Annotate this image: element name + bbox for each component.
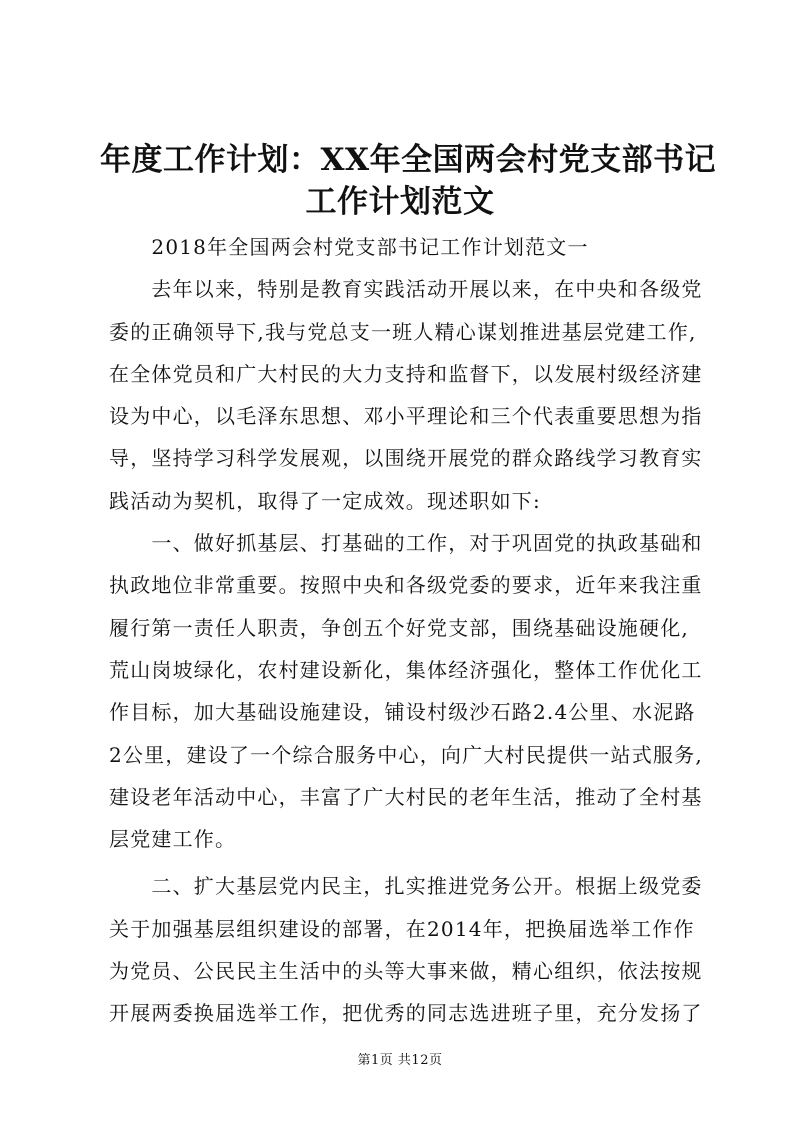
body-line: 2018年全国两会村党支部书记工作计划范文一: [109, 235, 589, 259]
body-line: 践活动为契机，取得了一定成效。现述职如下:: [109, 488, 541, 513]
body-line: 在全体党员和广大村民的大力支持和监督下，以发展村级经济建: [109, 361, 703, 386]
body-line: 荒山岗坡绿化，农村建设新化，集体经济强化，整体工作优化工: [109, 657, 703, 682]
body-line: 设为中心，以毛泽东思想、邓小平理论和三个代表重要思想为指: [109, 404, 703, 429]
document-title-line-1: 年度工作计划：XX年全国两会村党支部书记: [100, 142, 717, 178]
body-line: 二、扩大基层党内民主，扎实推进党务公开。根据上级党委: [109, 874, 703, 899]
body-line: 一、做好抓基层、打基础的工作，对于巩固党的执政基础和: [109, 531, 703, 556]
body-line: 为党员、公民民主生活中的头等大事来做，精心组织，依法按规: [109, 959, 703, 984]
document-body: [109, 226, 701, 1035]
body-line: 履行第一责任人职责，争创五个好党支部，围绕基础设施硬化,: [109, 615, 689, 640]
body-line: 2公里，建设了一个综合服务中心，向广大村民提供一站式服务,: [109, 742, 703, 767]
body-line: 建设老年活动中心，丰富了广大村民的老年生活，推动了全村基: [109, 784, 703, 809]
body-line: 执政地位非常重要。按照中央和各级党委的要求，近年来我注重: [109, 573, 703, 598]
body-line: 委的正确领导下,我与党总支一班人精心谋划推进基层党建工作,: [109, 319, 697, 344]
body-line: 关于加强基层组织建设的部署，在2014年，把换届选举工作作: [109, 916, 695, 941]
document-title-line-2: 工作计划范文: [305, 184, 495, 220]
body-line: 层党建工作。: [109, 827, 237, 852]
body-line: 去年以来，特别是教育实践活动开展以来，在中央和各级党: [109, 277, 703, 302]
page-footer: 第1页 共12页: [357, 1053, 443, 1068]
body-line: 作目标，加大基础设施建设，铺设村级沙石路2.4公里、水泥路: [109, 700, 696, 725]
body-line: 开展两委换届选举工作，把优秀的同志选进班子里，充分发扬了: [109, 1001, 703, 1026]
body-line: 导，坚持学习科学发展观，以围绕开展党的群众路线学习教育实: [109, 446, 703, 471]
